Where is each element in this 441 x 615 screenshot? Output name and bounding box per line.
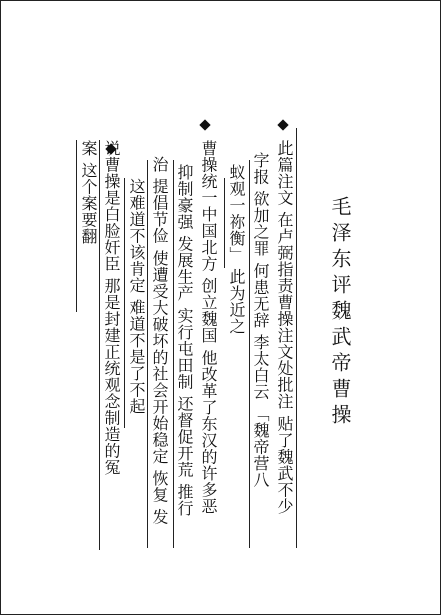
note-3-line-1: 说曹操是白脸奸臣 那是封建正统观念制造的冤 (102, 140, 121, 476)
column-rule (249, 160, 250, 548)
page-title: 毛泽东评魏武帝曹操 (328, 196, 352, 430)
note-2-line-3: 治 提倡节俭 使遭受大破坏的社会开始稳定 恢复 发 (150, 156, 169, 525)
column-rule (224, 178, 225, 268)
note-1-line-1: 此篇注文 在卢弼指责曹操注文处批注 贴了魏武不少 (275, 140, 294, 515)
column-rule (124, 178, 125, 428)
note-3-line-2: 案 这个案要翻 (79, 140, 98, 245)
column-rule (296, 128, 297, 548)
column-rule (76, 140, 77, 312)
note-2-line-2: 抑制豪强 发展生产 实行屯田制 还督促开荒 推行 (175, 164, 194, 517)
note-2-line-1: 曹操统一中国北方 创立魏国 他改革了东汉的许多恶 (199, 140, 218, 515)
note-1-line-2: 字报 欲加之罪 何患无辞 李太白云 「魏帝营八 (251, 152, 270, 488)
note-2-line-4: 这难道不该肯定 难道不是了不起 (127, 178, 146, 415)
column-rule (147, 160, 148, 548)
column-rule (99, 140, 100, 550)
column-rule (173, 160, 174, 548)
note-1-line-3: 蚁观一祢衡」 此为近之 (227, 164, 246, 335)
